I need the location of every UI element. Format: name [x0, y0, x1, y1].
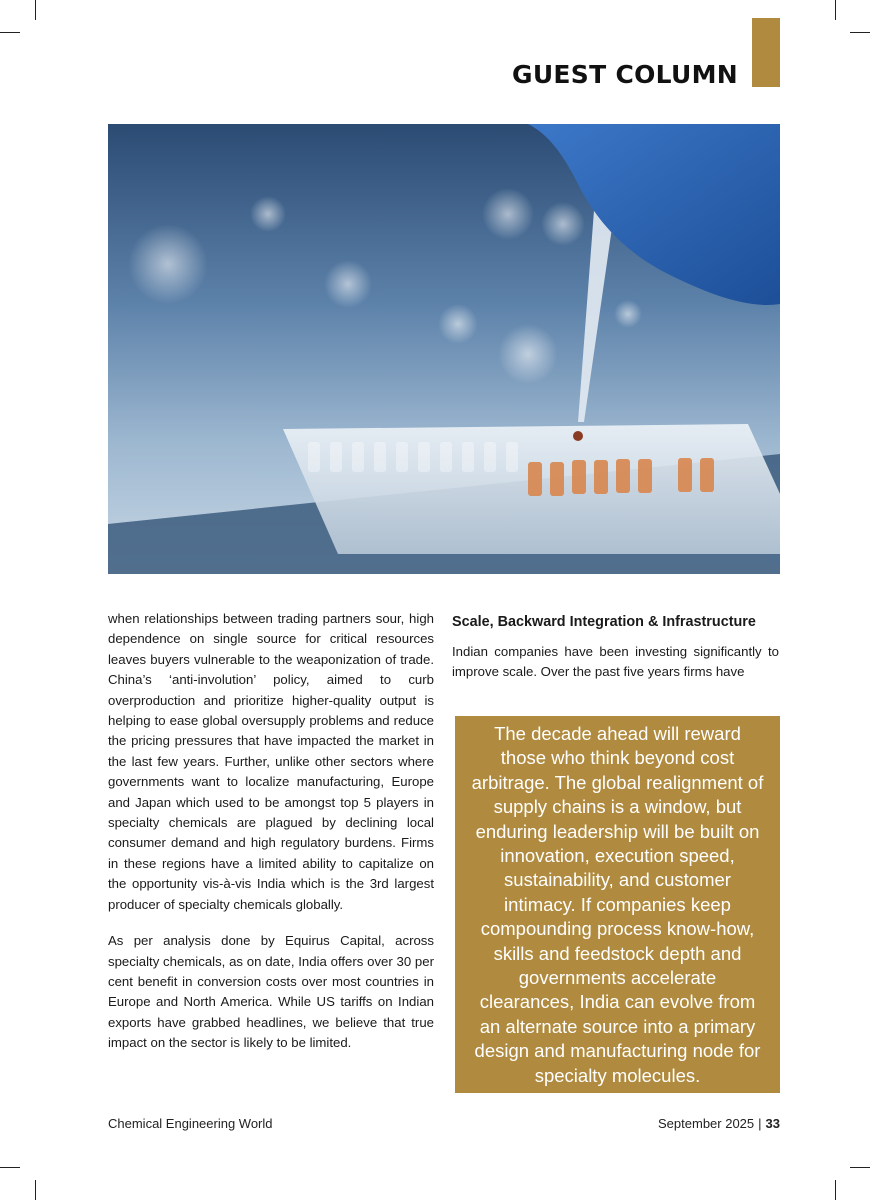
crop-mark [850, 32, 870, 33]
left-column [108, 609, 434, 1070]
pull-quote [455, 716, 780, 1093]
footer-date: September 2025 [658, 1116, 755, 1131]
crop-mark [0, 1167, 20, 1168]
crop-mark [0, 32, 20, 33]
page-number: 33 [765, 1116, 780, 1131]
right-column [452, 612, 779, 683]
section-title: GUEST COLUMN [512, 60, 738, 89]
footer-publication: Chemical Engineering World [108, 1116, 273, 1131]
body-paragraph: when relationships between trading partners sour, high dependence on single source for critical resources leaves buyers vulnerable to the weaponization of trade. China’s ‘anti-involution’ policy, aimed to curb overproduction and prioritize higher-quality output is helping to ease global oversupply problems and reduce the pricing pressures that have impacted the market in the last few years. Further, unlike other sectors where governments want to localize manufacturing, Europe and Japan which used to be amongst top 5 players in specialty chemicals are plagued by declining local consumer demand and high regulatory burdens. Firms in these regions have a limited ability to capitalize on the opportunity vis-à-vis India which is the 3rd largest producer of specialty chemicals globally. [108, 611, 434, 912]
footer-separator: | [758, 1116, 762, 1131]
crop-mark [835, 0, 836, 20]
footer-page-info [658, 1116, 780, 1131]
crop-mark [35, 0, 36, 20]
section-accent-bar [752, 18, 780, 87]
crop-mark [835, 1180, 836, 1200]
body-paragraph: As per analysis done by Equirus Capital, across specialty chemicals, as on date, India offers over 30 per cent benefit in conversion costs over most countries in Europe and North America. While US tariffs on Indian exports have grabbed headlines, we believe that true impact on the sector is likely to be limited. [108, 933, 434, 1051]
section-heading: Scale, Backward Integration & Infrastructure [452, 614, 756, 630]
lab-pipette-illustration [108, 124, 780, 574]
body-paragraph: Indian companies have been investing significantly to improve scale. Over the past five years firms have [452, 644, 779, 680]
crop-mark [35, 1180, 36, 1200]
hero-image-lab-pipette [108, 124, 780, 574]
pull-quote-text: The decade ahead will reward those who think beyond cost arbitrage. The global realignment of supply chains is a window, but enduring leadership will be built on innovation, execution speed, sustainability, and customer intimacy. If companies keep compounding process know-how, skills and feedstock depth and governments accelerate clearances, India can evolve from an alternate source into a primary design and manufacturing node for specialty molecules. [471, 723, 764, 1086]
crop-mark [850, 1167, 870, 1168]
